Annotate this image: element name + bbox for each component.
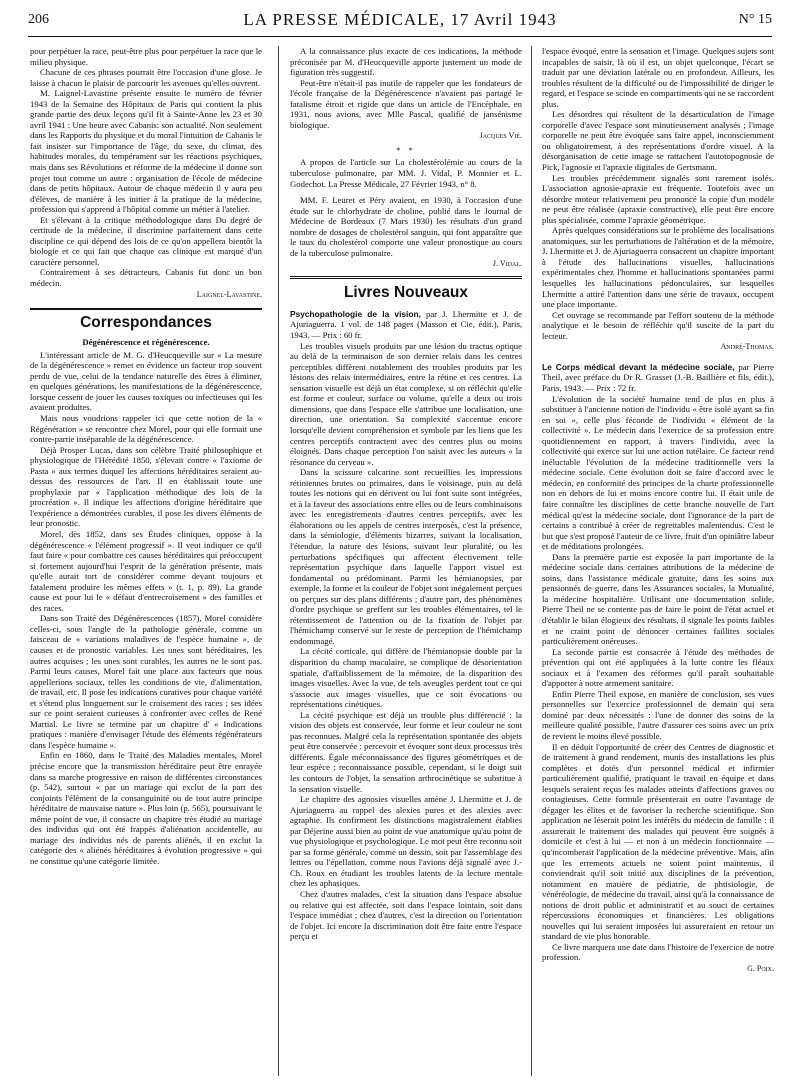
publication-title: LA PRESSE MÉDICALE, 17 Avril 1943	[243, 10, 557, 29]
paragraph: A la connaissance plus exacte de ces indications, la méthode préconisée par M. d'Heucqueville apporte justement un mode de figuration très suggestif.	[290, 46, 522, 78]
column-2	[290, 46, 522, 1076]
book-title: Le Corps médical devant la médecine sociale,	[542, 361, 735, 372]
paragraph: Enfin Pierre Theil expose, en manière de conclusion, ses vues personnelles sur l'exercice professionnel de demain qui sera dominé par deux nécessités : l'une de donner des soins de la meilleure qualité possible, l'autre d'assurer ces soins avec un prix de revient le moins élevé possible.	[542, 688, 774, 741]
paragraph: Dans la scissure calcarine sont recueillies les impressions rétiniennes brutes ou primaires, dans le voisinage, puis au delà toutes les notions qui en dérivent ou lui font suite sont intégrées, et à la faveur des associations entre elles ou de leurs combinaisons avec les enregistrements d'autres centres perceptifs, avec les élaborations ou les appels de centres interposés, c'est la présence, dans la sémiologie, d'éléments bizarres, suivant la localisation, l'étendue, la nature des lésions, suivant leur pluralité, ou les perturbations spécifiques qui affectent électivement telle représentation psychique dans laquelle l'apport visuel est fondamental ou prédominant. Parmi les hémianopsies, par exemple, la forme et la couleur de l'objet sont inégalement perçues ou perçues sur des plans différents ; d'autre part, des phénomènes d'ordre psychique se greffent sur les troubles élémentaires, tel le rétentissement de l'attention ou de la fixation de l'objet par l'hémichamp conservé sur le reste de perception de l'hémichamp endommagé.	[290, 467, 522, 646]
book-title: Psychopathologie de la vision,	[290, 308, 421, 319]
paragraph: Peut-être n'était-il pas inutile de rappeler que les fondateurs de l'école française de la Dégénérescence n'avaient pas partagé le fatalisme étroit et rigide que dans un article de l'Encéphale, en 1931, nous avions, avec Mlle Pascal, qualifié de jansénisme biologique.	[290, 77, 522, 130]
book-reference: par J. Lhermitte et J. de Ajuriaguerra. 1 vol. de 148 pages (Masson et Cie, édit.), Paris, 1943. — Prix : 60 fr.	[290, 308, 522, 341]
paragraph: Morel, dès 1852, dans ses Études cliniques, oppose à la dégénérescence « l'élément progressif ». Il veut indiquer ce qu'il faut faire « pour combattre ces causes héréditaires qui préoccupent si fortement aujourd'hui l'esprit de la génération présente, mais qu'elle aurait tort de considérer comme devant toujours et fatalement produire les mêmes effets » (t. 1, p. 89). La grande cause est pour lui le « défaut d'entrecroisement » des familles et des races.	[30, 528, 262, 613]
paragraph: M. Laignel-Lavastine présente ensuite le numéro de février 1943 de la Semaine des Hôpitaux de Paris qui contient la plus grande partie des deux leçons qu'il fit à Sainte-Anne les 23 et 30 avril 1941 : Une heure avec Cabanis: son actualité. Non seulement dans les Rapports du physique et du moral l'intuition de Cabanis le fait insister sur l'importance de l'âge, du sexe, du climat, des habitudes morales, du tempérament sur les réactions psychiques, mais dans ses Révolutions et réforme de la médecine il donne son projet tout comme un autre : organisation de l'école de médecine dans de petits hôpitaux. Autour de chaque médecin il y aura peu d'élèves, de manière à les initier à la pratique de la médecine, profession qui s'apprend à l'hôpital comme un métier à l'atelier.	[30, 88, 262, 215]
paragraph: Chez d'autres malades, c'est la situation dans l'espace absolue ou relative qui est affectée, soit dans l'espace lointain, soit dans l'espace immédiat ; chez d'autres, c'est la direction ou l'orientation de l'objet. Ici encore la discrimination doit être faite entre l'espace perçu et	[290, 889, 522, 942]
page-header	[28, 10, 772, 34]
paragraph: Enfin en 1860, dans le Traité des Maladies mentales, Morel précise encore que la transmission héréditaire peut être enrayée dans sa marche progressive en raison de différentes circonstances (p. 542), surtout « par un mariage qui exclut de la part des conjoints l'élément de la consanguinité ou de tout autre principe héréditaire de mauvaise nature ». Plus loin (p. 565), poursuivant le même point de vue, il consacre un chapitre très étudié au mariage des individus qui ont été frappés d'aliénation accidentelle, au mariage des individus nés de parents aliénés, il en exclut la catégorie des « aliénés héréditaires à évolution progressive » qui ne constitue qu'une catégorie limitée.	[30, 750, 262, 866]
column-3	[542, 46, 774, 1076]
paragraph: Déjà Prosper Lucas, dans son célèbre Traité philosophique et physiologique de l'Hérédité 1850, s'élevait contre « l'axiome de Pasta » aux termes duquel les affections héréditaires seraient au-dessus des ressources de l'art. Il en établissait toute une prophylaxie par « l'application méthodique des lois de la procréation ». Il indique les affections d'origine héréditaire que l'expérience a démontrées curables, il pose les divers éléments de leur pronostic.	[30, 444, 262, 529]
paragraph: La seconde partie est consacrée à l'étude des méthodes de prévention qui ont été appliquées à la lutte contre les fléaux sociaux et à l'examen des réformes qu'il paraît souhaitable d'apporter à notre armement sanitaire.	[542, 646, 774, 689]
paragraph: Il en déduit l'opportunité de créer des Centres de diagnostic et de traitement à grand rendement, munis des installations les plus complètes et dotés d'un personnel médical et infirmier particulièrement qualifié, pratiquant le travail en équipe et dans lesquels seraient reçus les malades atteints d'affections graves ou contagieuses. Cette formule présenterait en outre l'avantage de dégager les élites et de favoriser la recherche scientifique. Son application ne léserait point les intérêts du médecin de famille : il assurerait le traitement des malades qui peuvent être soignés à domicile et c'est à lui — et non à un médecin fonctionnaire — qu'incomberait l'application de la médecine préventive. Mais, afin que les errements actuels ne soient point maintenus, il conviendrait qu'il soit initié aux disciplines de la prévention, notamment en matière de pédiatrie, de phtisiologie, de vénéréologie, de médecine du travail, ainsi qu'à la connaissance de notions de droit public et administratif et au souci de certaines répercussions économiques et financières. Les obligations nouvelles qui lui seraient imposées lui assureraient en retour un standard de vie plus honorable.	[542, 741, 774, 942]
column-1	[30, 46, 262, 1076]
paragraph: Les troubles précédemment signalés sont rarement isolés. L'association agnosie-apraxie est fréquente. Toutefois avec un désordre moteur relativement peu prononcé la copie d'un modèle ne peut être réalisée (apraxie constructive), elle peut être encore plus spécialisée, comme l'apraxie géométrique.	[542, 172, 774, 225]
paragraph: l'espace évoqué, entre la sensation et l'image. Quelques sujets sont incapables de saisir, là où il est, un objet quelconque, l'écart se traduit par une déviation latérale ou en profondeur. Ailleurs, les troubles résultent de la difficulté ou de l'impossibilité de diriger le regard, et l'espace se scinde en compartiments qui ne se raccordent plus.	[542, 46, 774, 109]
section-heading-correspondances: Correspondances	[30, 308, 262, 333]
paragraph: Chacune de ces phrases pourrait être l'occasion d'une glose. Je laisse à chacun le plaisir de parcourir les avenues qu'elles ouvrent.	[30, 67, 262, 88]
paragraph: Les désordres qui résultent de la désarticulation de l'image corporelle d'avec l'espace sont minutieusement analysés ; l'image corporelle ne peut être évoquée sans faire appel, inconsciemment ou obligatoirement, à des représentations d'ordre visuel. A la désorganisation de cette image se rattachent l'autotopognosie de Pick, l'agnosie et l'apraxie digitales de Gertsmann.	[542, 109, 774, 173]
paragraph: La cécité corticale, qui diffère de l'hémianopsie double par la disparition du champ maculaire, se complique de désorientation spatiale, d'affaiblissement de la mémoire, de la disparition des images visuelles. Avec la vue, de tels aveugles perdent tout ce qui s'associe aux images visuelles, que ce soit évocations ou représentations cinétiques.	[290, 646, 522, 710]
separator-stars: * *	[396, 144, 416, 155]
header-rule	[28, 36, 772, 37]
paragraph: Cet ouvrage se recommande par l'effort soutenu de la méthode analytique et le besoin de réfléchir qu'il suscite de la part du lecteur.	[542, 309, 774, 341]
paragraph: L'évolution de la société humaine tend de plus en plus à substituer à l'ancienne notion de l'individu « être isolé ayant sa fin en soi », celle plus féconde de l'individu « élément de la collectivité ». Le médecin dans l'exercice de sa profession entre quotidiennement en rapport, à travers l'individu, avec la collectivité qui exerce sur lui une action tutélaire. Ce facteur rend inéluctable l'évolution de la médecine traditionnelle vers la médecine sociale. Cette évolution doit se faire d'accord avec le médecin, en conformité des principes de la charte professionnelle non en dehors de lui et moins encore contre lui. Il était utile de faire connaître les disciplines de cette branche nouvelle de l'art médical qu'est la médecine sociale, dont l'ignorance de la part de certains a contribué à créer de regrettables malentendus. C'est le but que s'est proposé l'auteur de ce livre, fruit d'un opiniâtre labeur et de méditations prolongées.	[542, 393, 774, 552]
article-subtitle: Dégénérescence et régénérescence.	[82, 337, 210, 348]
section-heading-livres-nouveaux: Livres Nouveaux	[290, 276, 522, 303]
paragraph: Dans son Traité des Dégénérescences (1857), Morel considère celles-ci, sous l'angle de la pathologie générale, comme un faisceau de « variations maladives de l'espèce humaine », de causes et de pronostic variables. Les unes sont héréditaires, les autres acquises ; les unes sont curables, les autres ne le sont pas. Parmi leurs causes, Morel fait une place aux facteurs que nous appellerions sociaux, telles les conditions de vie, d'alimentation, de travail, etc. Il pose les indications curatives pour chaque variété et s'étend plus longuement sur le croisement des races ; ses idées sur ce point seraient curieuses à confronter avec celles de René Martial. Le livre se termine par un chapitre d' « Indications pratiques : manière d'envisager l'étude des éléments régénérateurs dans l'espèce humaine ».	[30, 613, 262, 750]
paragraph: La cécité psychique est déjà un trouble plus différencié : la vision des objets est conservée, leur forme et leur couleur ne sont pas reconnues. Malgré cela la représentation spontanée des objets peut être conservée : percevoir et évoquer sont deux processus très différents. Égale méconnaissance des figures géométriques et de leur espèce ; reconnaissance possible, cependant, si le doigt suit les contours de l'objet, la sensation arthrocinétique se substitue à la sensation visuelle.	[290, 709, 522, 794]
page-number: 206	[28, 12, 49, 27]
book-reference: par Pierre Theil, avec préface du Dr R. Grasset (J.-B. Baillière et fils, édit.), Paris, 1943. — Prix : 72 fr.	[542, 361, 774, 393]
paragraph: Mais nous voudrions rappeler ici que cette notion de la « Régénération » se rencontre chez Morel, pour qui elle formait une contre-partie inséparable de la dégénérescence.	[30, 412, 262, 445]
book-review-header	[290, 309, 522, 341]
paragraph: Les troubles visuels produits par une lésion du tractus optique au delà de la terminaison de son dernier relais dans les centres perceptibles diffèrent notablement des troubles produits par les lésions des relais intermédiaires, entre la rétine et ces centres. La sensation visuelle est déjà un état complexe, si on réfléchit qu'elle est forme et couleur, surface ou volume, qu'elle a deux ou trois dimensions, que dans l'espace elle s'attribue une localisation, une direction, une orientation. Sa complexité s'accentue encore lorsqu'elle devient compréhension et symbole par les liens que les centres perceptifs contractent avec des centres plus ou moins éloignés. Dans chaque perception l'on saisit avec les auteurs « la résonance du cerveau ».	[290, 340, 522, 467]
issue-number: N° 15	[738, 12, 772, 27]
author-signature: Jacques Vié.	[479, 131, 522, 141]
paragraph: pour perpétuer la race, peut-être plus pour perpétuer la race que le milieu physique.	[30, 46, 262, 67]
paragraph: Après quelques considérations sur le problème des localisations anatomiques, sur les perturbations de l'altération et de la mémoire, J. Lhermitte et J. de Ajuriaguerra consacrent un chapitre important à l'étude des hallucinations visuelles, hallucinations expérimentales chez l'homme et hallucinations spontanées parmi lesquelles les hallucinations pédonculaires, sur lesquelles Lhermitte a attiré l'attention dans une série de travaux, occupent une place importante.	[542, 225, 774, 310]
paragraph: L'intéressant article de M. G. d'Heucqueville sur « La mesure de la dégénérescence » remet en évidence un facteur trop souvent perdu de vue, celui de la tendance naturelle des êtres à éliminer, en quelques générations, les manifestations de la dégénérescence, lorsque cessent de jouer les causes toxiques ou infectieuses qui les avaient produites.	[30, 349, 262, 413]
paragraph: Contrairement à ses détracteurs, Cabanis fut donc un bon médecin.	[30, 267, 262, 289]
paragraph: Et s'élevant à la critique méthodologique dans Du degré de certitude de la médecine, il discrimine parfaitement dans cette discipline ce qui dépend des lois de ce qu'on appellera bientôt la biologie et ce qui fait que chaque cas clinique est marqué d'un caractère personnel.	[30, 214, 262, 267]
column-divider-1	[278, 46, 279, 1076]
author-signature: Laignel-Lavastine.	[196, 289, 262, 299]
column-divider-2	[531, 46, 532, 1076]
author-signature: G. Poix.	[747, 964, 774, 974]
paragraph: Le chapitre des agnosies visuelles amène J. Lhermitte et J. de Ajuriaguerra au rappel des alexies pures et des alexies avec agraphie. Ils confirment les distinctions magistralement établies par Déjerine aussi bien au point de vue anatomique qu'au point de vue physiologique et psychologique. Le mot peut être reconnu soit par sa forme générale, comme un dessin, soit par l'assemblage des lettres ou l'épellation, comme nous l'avions déjà signalé avec J.-Ch. Roux en étudiant les troubles latents de la lecture mentale chez les aphasiques.	[290, 794, 522, 889]
paragraph: Dans la première partie est exposée la part importante de la médecine sociale dans certaines attributions de la médecine de soins, dans l'assistance médicale gratuite, dans les soins aux pensionnés de guerre, dans les Assurances sociales, la Mutualité, la médecine hospitalière. Utilisant une documentation solide, Pierre Theil ne se contente pas de faire le point de l'état actuel et d'établir le bilan élogieux des résultats, il signale les points faibles et ne craint point de dénoncer certaines faillites sociales particulièrement onéreuses.	[542, 551, 774, 647]
author-signature: André-Thomas.	[720, 342, 774, 352]
book-review-header	[542, 362, 774, 394]
paragraph: Ce livre marquera une date dans l'histoire de l'exercice de notre profession.	[542, 941, 774, 963]
paragraph: MM. F. Leuret et Péry avaient, en 1930, à l'occasion d'une étude sur le chlorhydrate de choline, publié dans le Journal de Médecine de Bordeaux (7 Mars 1930) les résultats d'un grand nombre de dosages de cholestérol sanguin, qui font apparaître que le taux du cholestérol comporte une valeur pronostique au cours de la tuberculose pulmonaire.	[290, 195, 522, 258]
author-signature: J. Vidal.	[492, 259, 522, 269]
paragraph: A propos de l'article sur La cholestérolémie au cours de la tuberculose pulmonaire, par MM. J. Vidal, P. Monnier et L. Godechot. La Presse Médicale, 27 Février 1943, n° 8.	[290, 157, 522, 189]
